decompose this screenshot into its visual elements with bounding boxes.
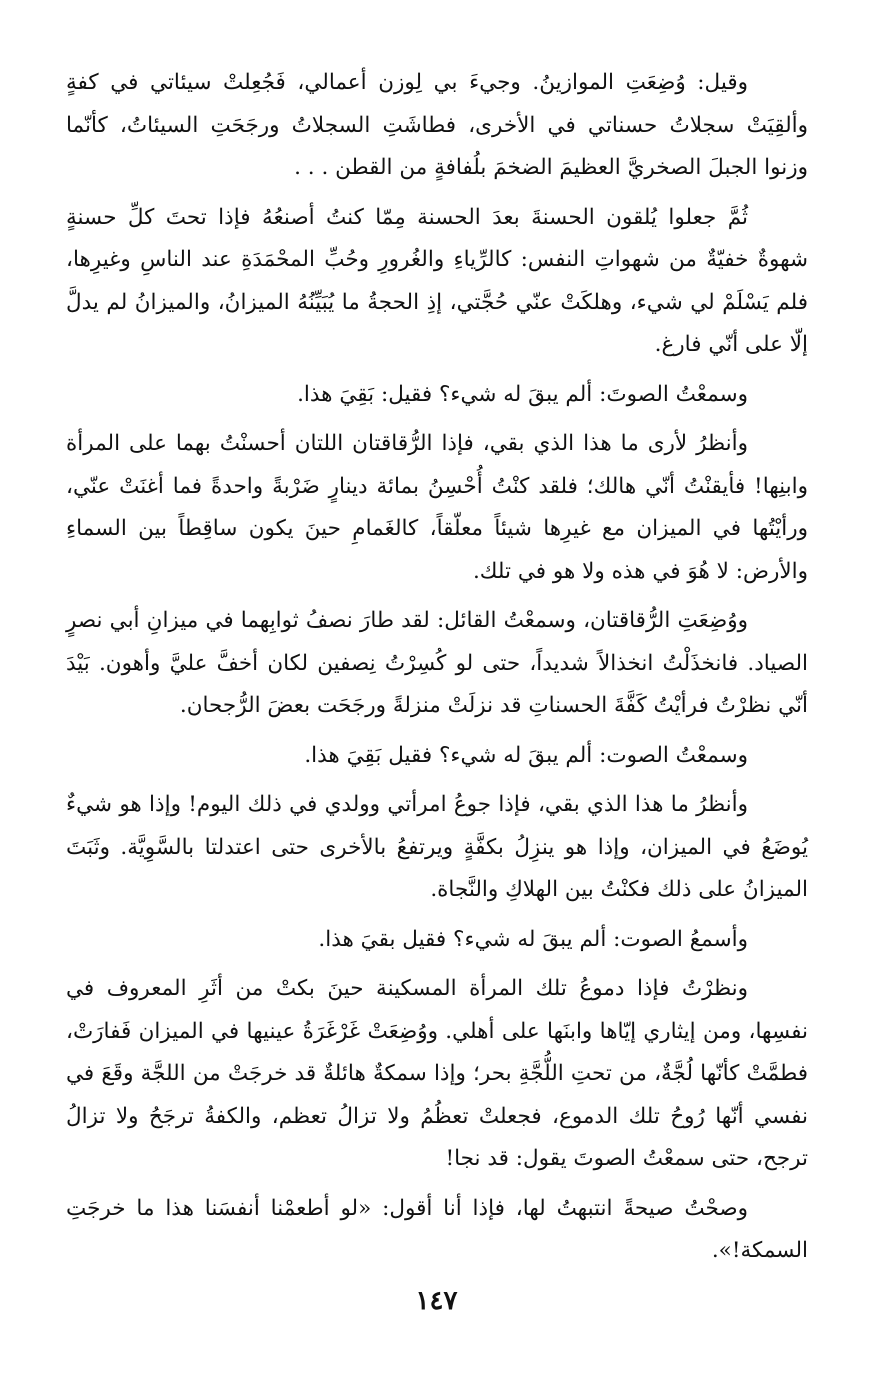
body-text [66, 62, 808, 1273]
paragraph-8: وأسمعُ الصوت: ألم يبقَ له شيء؟ فقيل بقيَ هذا. [318, 926, 748, 952]
paragraph-1: وقيل: وُضِعَتِ الموازينُ. وجيءَ بي لِوزن أعمالي، فَجُعِلتْ سيئاتي في كفةٍ وألقِيَتْ سجلاتُ حسناتي في الأخرى، فطاشَتِ السجلاتُ ورجَحَتِ السيئاتُ، كأنّما وزنوا الجبلَ الصخريَّ العظيمَ الضخمَ بلُفافةٍ من القطن . . . [66, 70, 808, 180]
page-number: ١٤٧ [415, 1286, 458, 1316]
paragraph-10: وصحْتُ صيحةً انتبهتُ لها، فإذا أنا أقول: «لو أطعمْنا أنفسَنا هذا ما خرجَتِ السمكة!». [66, 1195, 808, 1263]
paragraph-7: وأنظرُ ما هذا الذي بقي، فإذا جوعُ امرأتي وولدي في ذلك اليوم! وإذا هو شيءٌ يُوضَعُ في الميزان، وإذا هو ينزِلُ بكفَّةٍ ويرتفعُ بالأخرى حتى اعتدلتا بالسَّوِيَّة. وثَبَتَ الميزانُ على ذلك فكنْتُ بين الهلاكِ والنَّجاة. [66, 792, 808, 902]
paragraph-4: وأنظرُ لأرى ما هذا الذي بقي، فإذا الرُّقاقتان اللتان أحسنْتُ بهما على المرأة وابنِها! فأيقنْتُ أنّي هالك؛ فلقد كنْتُ أُحْسِنُ بمائة دينارٍ ضَرْبةً واحدةً فما أغنَتْ عنّي، ورأيْتُها في الميزان مع غيرِها شيئاً معلّقاً، كالغَمامِ حينَ يكون ساقِطاً بين السماءِ والأرض: لا هُوَ في هذه ولا هو في تلك. [66, 431, 808, 584]
paragraph-2: ثُمَّ جعلوا يُلقون الحسنةَ بعدَ الحسنة مِمّا كنتُ أصنعُهُ فإذا تحتَ كلِّ حسنةٍ شهوةٌ خفيّةٌ من شهواتِ النفس: كالرِّياءِ والغُرورِ وحُبِّ المحْمَدَةِ عند الناسِ وغيرِها، فلم يَسْلَمْ لي شيء، وهلكَتْ عنّي حُجَّتي، إذِ الحجةُ ما يُبَيِّنُهُ الميزانُ، والميزانُ لم يدلَّ إلّا على أنّي فارغ. [66, 204, 808, 357]
paragraph-5: ووُضِعَتِ الرُّقاقتان، وسمعْتُ القائل: لقد طارَ نصفُ ثوابِهما في ميزانِ أبي نصرٍ الصياد. فانخذَلْتُ انخذالاً شديداً، حتى لو كُسِرْتُ نِصفين لكان أخفَّ عليَّ وأهون. بَيْدَ أنّي نظرْتُ فرأيْتُ كَفَّةَ الحسناتِ قد نزلَتْ منزلةً ورجَحَت بعضَ الرُّجحان. [66, 608, 808, 718]
paragraph-9: ونظرْتُ فإذا دموعُ تلك المرأة المسكينة حينَ بكتْ من أثَرِ المعروف في نفسِها، ومن إيثاري إيّاها وابنَها على أهلي. ووُضِعَتْ غَرْغَرَةُ عينيها في الميزان فَفارَتْ، فطمَّتْ كأنّها لُجَّةٌ، من تحتِ اللُّجَّةِ بحر؛ وإذا سمكةٌ هائلةٌ قد خرجَتْ من اللجَّة وقَعَ في نفسي أنّها رُوحُ تلك الدموع، فجعلتْ تعظُمُ ولا تزالُ تعظم، والكفةُ ترجَحُ ولا تزالُ ترجح، حتى سمعْتُ الصوتَ يقول: قد نجا! [66, 976, 808, 1171]
paragraph-3: وسمعْتُ الصوتَ: ألم يبقَ له شيء؟ فقيل: بَقِيَ هذا. [297, 381, 748, 407]
paragraph-6: وسمعْتُ الصوت: ألم يبقَ له شيء؟ فقيل بَقِيَ هذا. [304, 742, 748, 768]
